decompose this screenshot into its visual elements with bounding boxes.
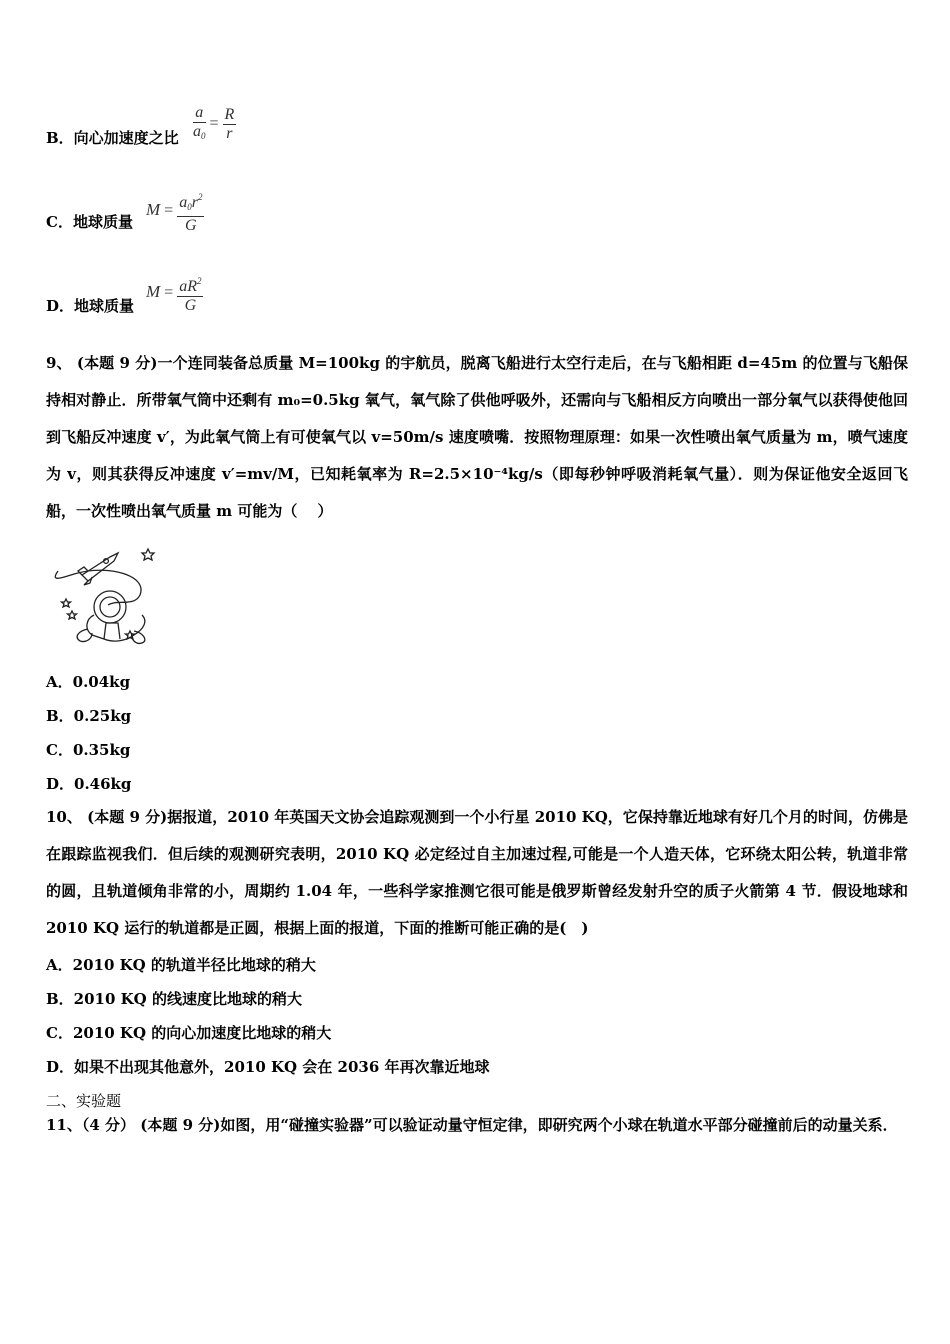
q10-option-a: A．2010 KQ 的轨道半径比地球的稍大 bbox=[46, 956, 316, 974]
option-c-label: C．地球质量 bbox=[46, 213, 133, 231]
option-b-label: B．向心加速度之比 bbox=[46, 129, 179, 147]
q9-option-d: D．0.46kg bbox=[46, 775, 132, 793]
question-11 bbox=[46, 1107, 908, 1144]
q10-option-b: B．2010 KQ 的线速度比地球的稍大 bbox=[46, 990, 302, 1008]
section-title: 二、实验题 bbox=[46, 1092, 122, 1110]
question-9-text: 9、 (本题 9 分)一个连同装备总质量 M=100kg 的宇航员，脱离飞船进行太空行走后，在与飞船相距 d=45m 的位置与飞船保持相对静止．所带氧气筒中还剩有 m₀=0.5kg 氧气，氧气除了供他呼吸外，还需向与飞船相反方向喷出一部分氧气以获得使他回到飞船反冲速度 v′，为此氧气筒上有可使氧气以 v=50m/s 速度喷嘴．按照物理原理：如果一次性喷出氧气质量为 m，喷气速度为 v，则其获得反冲速度 v′=mv/M，已知耗氧率为 R=2.5×10⁻⁴kg/s（即每秒钟呼吸消耗氧气量）．则为保证他安全返回飞船，一次性喷出氧气质量 m 可能为（ ） bbox=[46, 354, 908, 520]
question-10 bbox=[46, 799, 908, 947]
question-9 bbox=[46, 345, 908, 530]
formula-acceleration-ratio: $\frac{a}{a_0}$ = $\frac{R}{r}$ bbox=[193, 104, 235, 142]
q9-option-a: A．0.04kg bbox=[46, 673, 131, 691]
formula-earth-mass-d: M = $\frac{aR^2}{G}$ bbox=[146, 272, 203, 315]
astronaut-illustration bbox=[48, 545, 160, 645]
q9-option-c: C．0.35kg bbox=[46, 741, 131, 759]
question-10-text: 10、 (本题 9 分)据报道，2010 年英国天文协会追踪观测到一个小行星 2010 KQ，它保持靠近地球有好几个月的时间，仿佛是在跟踪监视我们．但后续的观测研究表明，2010 KQ 必定经过自主加速过程,可能是一个人造天体，它环绕太阳公转，轨道非常的圆，且轨道倾角非常的小，周期约 1.04 年，一些科学家推测它很可能是俄罗斯曾经发射升空的质子火箭第 4 节．假设地球和 2010 KQ 运行的轨道都是正圆，根据上面的报道，下面的推断可能正确的是( ) bbox=[46, 808, 908, 937]
q10-option-c: C．2010 KQ 的向心加速度比地球的稍大 bbox=[46, 1024, 332, 1042]
option-b-prev bbox=[46, 128, 179, 148]
formula-earth-mass-c: M = $\frac{a_0r^2}{G}$ bbox=[146, 188, 204, 235]
q10-option-d: D．如果不出现其他意外，2010 KQ 会在 2036 年再次靠近地球 bbox=[46, 1058, 490, 1076]
option-c-prev bbox=[46, 212, 133, 232]
option-d-prev bbox=[46, 296, 134, 316]
question-11-text: 11、（4 分） (本题 9 分)如图，用“碰撞实验器”可以验证动量守恒定律，即研究两个小球在轨道水平部分碰撞前后的动量关系． bbox=[46, 1116, 898, 1134]
q9-option-b: B．0.25kg bbox=[46, 707, 132, 725]
option-d-label: D．地球质量 bbox=[46, 297, 135, 315]
